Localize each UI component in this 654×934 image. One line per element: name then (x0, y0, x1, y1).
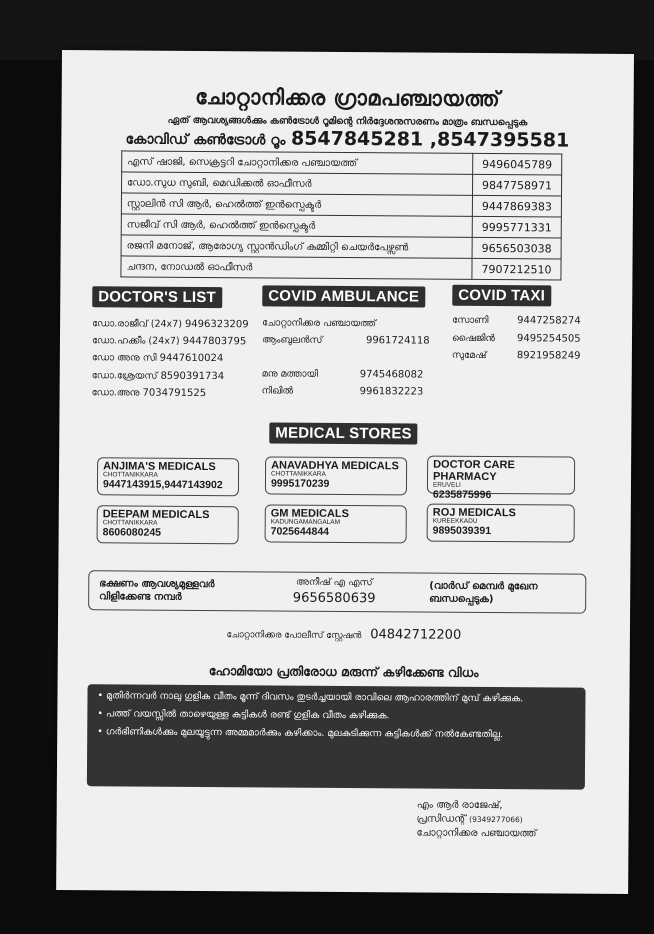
list-item (452, 350, 487, 361)
store-phone: 7025644844 (270, 525, 330, 538)
list-item (92, 370, 224, 382)
homeo-instructions (87, 684, 586, 789)
list-item: • പത്ത് വയസ്സിൽ താഴെയുള്ള കുട്ടികൾ രണ്ട് ഗുളിക വീതം കഴിക്കുക. (97, 708, 390, 722)
ambulance-heading: COVID AMBULANCE (262, 285, 425, 307)
store-name: ANAVADHYA MEDICALS (271, 459, 399, 473)
taxi-phone: 9495254505 (516, 333, 581, 345)
officer-phone: 7907212510 (472, 258, 561, 280)
food-contact-box (88, 570, 586, 613)
ambulance-name: മനു മത്തായി (261, 368, 318, 380)
officer-phone: 9496045789 (473, 153, 562, 175)
signatory-phone: (9349277066) (469, 814, 523, 825)
store-card (427, 456, 575, 502)
store-phone: 9447143915,9447143902 (102, 478, 223, 492)
list-item (92, 387, 207, 399)
doctor-phone: 9447610024 (159, 352, 224, 365)
officer-phone: 9656503038 (472, 237, 561, 259)
taxi-name: സുമേഷ് (451, 349, 487, 361)
food-contact-phone: 9656580639 (292, 590, 376, 607)
list-item (92, 335, 246, 347)
store-card (427, 504, 575, 543)
store-name: DOCTOR CARE PHARMACY (432, 458, 515, 484)
stores-heading: MEDICAL STORES (269, 422, 418, 444)
officer-name: എസ് ഷാജി, സെക്രട്ടറി ചോറ്റാനിക്കര പഞ്ചായത്ത് (122, 151, 473, 174)
taxi-phone: 8921958249 (516, 350, 581, 362)
officer-phone: 9995771331 (472, 216, 561, 238)
doctor-phone: 9447803795 (182, 335, 247, 348)
taxi-name: സോണി (452, 314, 489, 326)
list-item: • ഗർഭിണികൾക്കും മുലയൂട്ടുന്ന അമ്മമാർക്കും കഴിക്കാം. മുലകുടിക്കുന്ന കുട്ടികൾക്ക് നൽകേണ്ടതില്ല. (97, 726, 503, 741)
store-name: DEEPAM MEDICALS (102, 508, 210, 522)
store-name: ROJ MEDICALS (432, 506, 516, 520)
store-card (97, 505, 239, 544)
store-phone: 9995170239 (270, 477, 330, 490)
doctor-phone: 9496323209 (184, 318, 249, 331)
police-label: ചോറ്റാനിക്കര പോലീസ് സ്റ്റേഷൻ (226, 630, 362, 642)
food-label: ഭക്ഷണം ആവശ്യമുള്ളവർ വിളിക്കേണ്ട നമ്പർ (99, 578, 215, 603)
ambulance-name: നിഖിൽ (261, 385, 294, 397)
store-place: CHOTTANIKKARA (103, 471, 158, 479)
store-card (97, 457, 239, 496)
list-item (452, 315, 488, 326)
officers-table (120, 150, 562, 280)
store-place: KUREEKKADU (432, 517, 478, 525)
control-room-line (61, 126, 633, 152)
list-item (262, 334, 323, 345)
store-place: CHOTTANIKKARA (271, 470, 326, 478)
store-place: CHOTTANIKKARA (102, 519, 158, 527)
table-row (122, 151, 562, 175)
doctor-phone: 8590391734 (160, 370, 225, 383)
store-card (265, 456, 407, 495)
homeo-heading: ഹോമിയോ പ്രതിരോധ മരുന്ന് കഴിക്കേണ്ട വിധം (208, 663, 479, 680)
notice-paper (56, 50, 634, 894)
doctor-name: ഡോ.അനു (91, 387, 140, 399)
homeo-instruction: പത്ത് വയസ്സിൽ താഴെയുള്ള കുട്ടികൾ രണ്ട് ഗുളിക വീതം കഴിക്കുക. (105, 708, 390, 722)
doctor-phone: 7034791525 (142, 387, 207, 400)
signatory-title-line (417, 812, 537, 827)
ambulance-phone: 9961724118 (365, 335, 430, 347)
officer-name: സ്റ്റാലിൻ സി ആർ, ഹെൽത്ത് ഇൻസ്പെക്ടർ (121, 193, 472, 216)
store-name: GM MEDICALS (270, 507, 350, 521)
table-row (121, 214, 561, 238)
doctors-heading: DOCTOR'S LIST (92, 286, 222, 308)
table-row (121, 193, 561, 217)
food-contact-name: അനീഷ് എ എസ് (295, 576, 373, 589)
officer-phone: 9447869383 (472, 195, 561, 217)
list-item (92, 352, 223, 364)
ambulance-phone: 9745468082 (359, 369, 424, 381)
signatory-title: പ്രസിഡന്റ് (416, 813, 467, 825)
list-item: • മുതിർന്നവർ നാലു ഗുളിക വീതം മൂന്ന് ദിവസം തുടർച്ചയായി രാവിലെ ആഹാരത്തിന് മുമ്പ് കഴിക്കുക. (97, 690, 524, 705)
officer-name: ഡോ.സുധ സുബി, മെഡിക്കൽ ഓഫീസർ (122, 172, 473, 195)
signatory-office: ചോറ്റാനിക്കര പഞ്ചായത്ത് (416, 827, 537, 840)
officer-name: ചന്ദന, നോഡൽ ഓഫീസർ (121, 256, 472, 279)
doctor-name: ഡോ.ഹക്കീം (24x7) (91, 335, 180, 347)
taxi-name: ഷൈജിൻ (451, 332, 495, 345)
page-title: ചോറ്റാനിക്കര ഗ്രാമപഞ്ചായത്ത് (195, 84, 501, 112)
doctor-name: ഡോ അനു സി (91, 352, 157, 364)
table-row (121, 235, 561, 259)
ambulance-phone: 9961832223 (359, 386, 424, 398)
list-item (92, 318, 249, 330)
taxi-heading: COVID TAXI (452, 285, 551, 307)
control-room-label: കോവിഡ് കൺട്രോൾ റൂം (125, 131, 286, 149)
ambulance-name: ആംബുലൻസ് (261, 334, 323, 346)
homeo-instruction: മുതിർന്നവർ നാലു ഗുളിക വീതം മൂന്ന് ദിവസം തുടർച്ചയായി രാവിലെ ആഹാരത്തിന് മുമ്പ് കഴിക്കുക. (106, 690, 524, 705)
police-phone: 04842712200 (370, 627, 462, 643)
store-phone: 9895039391 (432, 524, 492, 538)
taxi-phone: 9447258274 (517, 315, 581, 327)
doctor-name: ഡോ.ശ്രേയസ് (91, 370, 158, 382)
police-station-line (58, 625, 630, 644)
doctor-name: ഡോ.രാജീവ് (24x7) (92, 318, 182, 330)
store-name: ANJIMA'S MEDICALS (103, 460, 216, 474)
store-place: ERUVELI (432, 481, 461, 489)
store-phone: 6235875996 (432, 488, 492, 502)
list-item (262, 368, 318, 379)
table-row (121, 256, 561, 280)
table-row (122, 172, 562, 196)
officer-phone: 9847758971 (472, 174, 561, 196)
officer-name: സജീവ് സി ആർ, ഹെൽത്ത് ഇൻസ്പെക്ടർ (121, 214, 472, 237)
signatory-name: എം ആർ രാജേഷ്, (416, 799, 503, 812)
food-note: (വാർഡ് മെമ്പർ മുഖേന ബന്ധപ്പെടുക) (429, 580, 538, 606)
list-item (452, 333, 495, 344)
list-item (262, 385, 293, 396)
control-room-instruction: ഏത് ആവശ്യങ്ങൾക്കും കൺട്രോൾ റൂമിന്റെ നിർദ്ദേശനുസരണം മാത്രം ബന്ധപ്പെടുക (167, 114, 528, 129)
signature-block (416, 798, 536, 841)
officer-name: രജനി മനോജ്, ആരോഗ്യ സ്റ്റാൻഡിംഗ് കമ്മിറ്റി ചെയർപേഴ്സൺ (121, 235, 472, 258)
homeo-instruction: ഗർഭിണികൾക്കും മുലയൂട്ടുന്ന അമ്മമാർക്കും കഴിക്കാം. മുലകുടിക്കുന്ന കുട്ടികൾക്ക് നൽകേണ്ടതില്ല. (105, 726, 503, 741)
store-phone: 8606080245 (102, 526, 162, 539)
store-card (265, 504, 407, 543)
store-place: KADUNGAMANGALAM (270, 518, 341, 526)
control-room-numbers: 8547845281 ,8547395581 (290, 127, 570, 152)
ambulance-line1: ചോറ്റാനിക്കര പഞ്ചായത്ത് (262, 317, 377, 330)
